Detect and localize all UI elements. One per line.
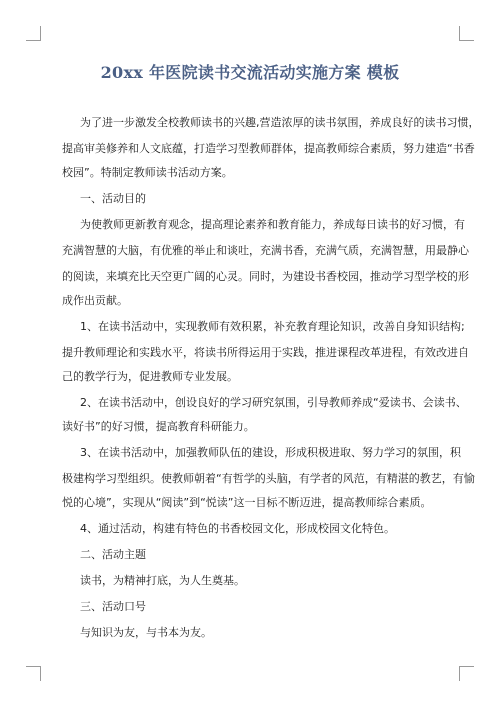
paragraph-line: 1、在读书活动中，实现教师有效积累，补充教育理论知识，改善自身知识结构; [80,320,465,333]
paragraph-line: 成作出贡献。 [62,294,128,307]
paragraph-line: 读好书”的好习惯，提高教育科研能力。 [62,420,255,433]
paragraph-line: 3、在读书活动中，加强教师队伍的建设，形成积极进取、努力学习的氛围，积 [80,446,461,459]
paragraph-line: 与知识为友，与书本为友。 [80,626,212,639]
paragraph-line: 4、通过活动，构建有特色的书香校园文化，形成校园文化特色。 [80,522,395,535]
paragraph-line: 提升教师理论和实践水平，将读书所得运用于实践，推进课程改革进程，有效改进自 [62,346,469,359]
paragraph-line: 提高审美修养和人文底蕴，打造学习型教师群体，提高教师综合素质，努力建造“书香 [62,142,475,155]
section-heading: 二、活动主题 [80,548,146,561]
document-title: 20xx 年医院读书交流活动实施方案 模板 [100,63,400,82]
crop-mark-bottom-left [26,666,41,681]
paragraph-line: 读书，为精神打底，为人生奠基。 [80,574,245,587]
paragraph-line: 的阅读，来填充比天空更广阔的心灵。同时，为建设书香校园，推动学习型学校的形 [62,270,469,283]
crop-mark-bottom-right [459,666,474,681]
paragraph-line: 悦的心境”，实现从“阅读”到“悦读”这一目标不断迈进，提高教师综合素质。 [62,496,432,509]
paragraph-line: 己的教学行为，促进教师专业发展。 [62,370,238,383]
crop-mark-top-left [26,26,41,41]
section-heading: 一、活动目的 [80,192,146,205]
paragraph-line: 为使教师更新教育观念，提高理论素养和教育能力，养成每日读书的好习惯，有 [80,218,465,231]
paragraph-line: 极建构学习型组织。使教师朝着“有哲学的头脑，有学者的风范，有精湛的教艺，有愉 [62,472,475,485]
paragraph-line: 2、在读书活动中，创设良好的学习研究氛围，引导教师养成“爱读书、会读书、 [80,396,467,409]
paragraph-line: 为了进一步激发全校教师读书的兴趣,营造浓厚的读书氛围，养成良好的读书习惯， [80,116,480,129]
paragraph-line: 校园”。特制定教师读书活动方案。 [62,166,233,179]
crop-mark-top-right [459,26,474,41]
paragraph-line: 充满智慧的大脑，有优雅的举止和谈吐，充满书香，充满气质，充满智慧，用最静心 [62,244,469,257]
section-heading: 三、活动口号 [80,600,146,613]
